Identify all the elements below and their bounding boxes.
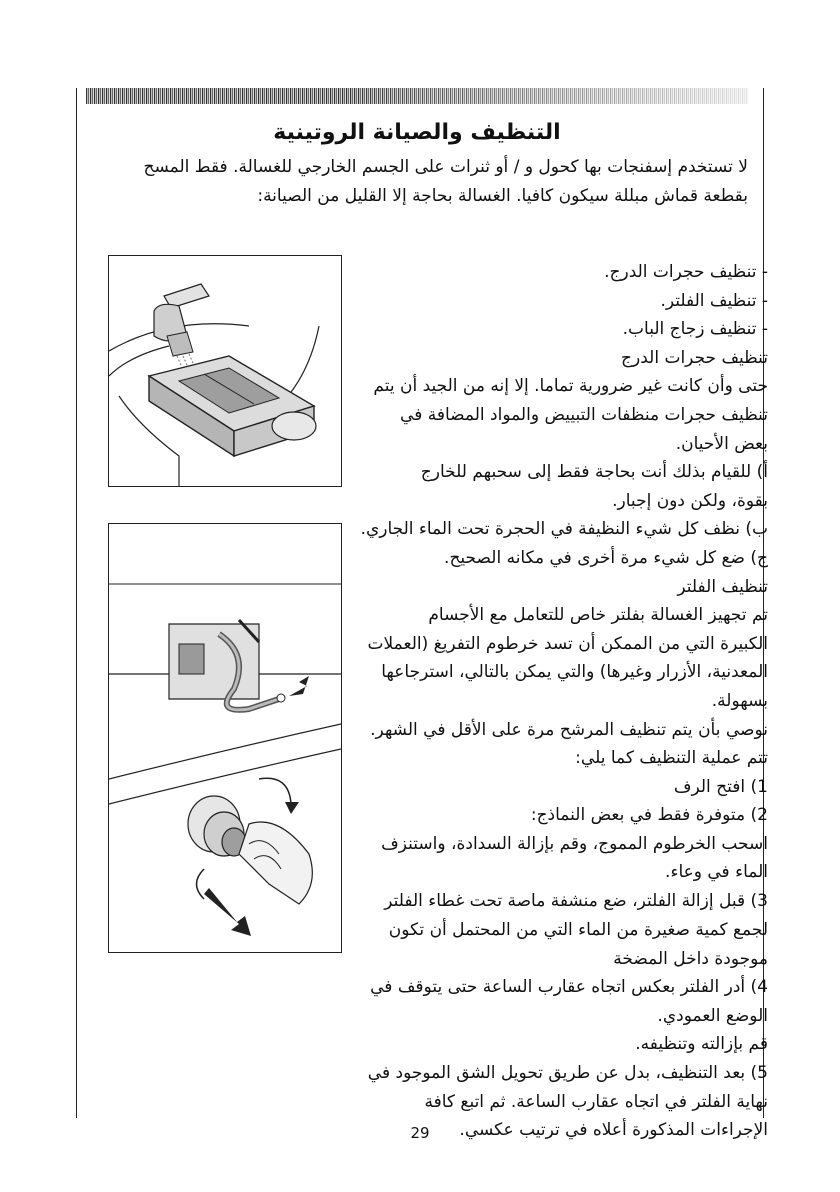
- text-line: أ) للقيام بذلك أنت بحاجة فقط إلى سحبهم للخارج: [420, 462, 768, 483]
- text-line: الماء في وعاء.: [665, 862, 768, 883]
- intro-line: لا تستخدم إسفنجات بها كحول و / أو ثنرات على الجسم الخارجي للغسالة. فقط المسح: [143, 157, 748, 177]
- page-border-left: [76, 88, 77, 1118]
- text-line: ج) ضع كل شيء مرة أخرى في مكانه الصحيح.: [444, 547, 768, 568]
- filter-drawing: [109, 524, 341, 952]
- body-text-continued: [300, 916, 768, 1145]
- text-line: - تنظيف حجرات الدرج.: [604, 262, 768, 282]
- text-line: 1) افتح الرف: [673, 776, 768, 797]
- body-text: [350, 258, 768, 916]
- text-line: 3) قبل إزالة الفلتر، ضع منشفة ماصة تحت غطاء الفلتر: [384, 891, 768, 912]
- text-line: 2) متوفرة فقط في بعض النماذج:: [530, 805, 768, 826]
- intro-paragraph: [118, 153, 748, 211]
- text-line: تم تجهيز الغسالة بفلتر خاص للتعامل مع الأجسام: [428, 605, 768, 626]
- text-line: نهاية الفلتر في اتجاه عقارب الساعة. ثم اتبع كافة: [424, 1091, 768, 1112]
- text-line: تنظيف حجرات منظفات التبييض والمواد المضافة في: [400, 404, 768, 425]
- page-number: 29: [410, 1124, 430, 1142]
- text-line: الوضع العمودي.: [657, 1005, 768, 1026]
- text-line: ب) نظف كل شيء النظيفة في الحجرة تحت الماء الجاري.: [360, 519, 768, 540]
- text-line: نوصي بأن يتم تنظيف المرشح مرة على الأقل في الشهر.: [370, 719, 768, 740]
- text-line: 4) أدر الفلتر بعكس اتجاه عقارب الساعة حتى يتوقف في: [370, 977, 768, 998]
- subheading: تنظيف الفلتر: [677, 576, 768, 597]
- filter-removal-illustration: [108, 523, 342, 953]
- text-line: - تنظيف الفلتر.: [660, 290, 768, 311]
- text-line: تتم عملية التنظيف كما يلي:: [575, 748, 768, 769]
- text-line: المعدنية، الأزرار وغيرها) والتي يمكن بالتالي، استرجاعها: [381, 662, 768, 683]
- text-line: - تنظيف زجاج الباب.: [622, 319, 768, 340]
- text-line: بسهولة.: [711, 690, 768, 711]
- detergent-drawer-illustration: [108, 255, 342, 487]
- text-line: حتى وأن كانت غير ضرورية تماما. إلا إنه من الجيد أن يتم: [373, 376, 768, 397]
- text-line: اسحب الخرطوم المموج، وقم بإزالة السدادة، واستنزف: [381, 833, 768, 854]
- subheading: تنظيف حجرات الدرج: [621, 347, 768, 368]
- text-line: قم بإزالته وتنظيفه.: [635, 1034, 768, 1055]
- header-band: [86, 88, 748, 104]
- text-line: بقوة، ولكن دون إجبار.: [612, 490, 768, 511]
- text-line: بعض الأحيان.: [675, 433, 768, 454]
- text-line: لجمع كمية صغيرة من الماء التي من المحتمل أن تكون: [388, 920, 768, 940]
- intro-line: بقطعة قماش مبللة سيكون كافيا. الغسالة بحاجة إلا القليل من الصيانة:: [257, 186, 748, 206]
- text-line: موجودة داخل المضخة: [613, 948, 768, 969]
- text-line: الكبيرة التي من الممكن أن تسد خرطوم التفريغ (العملات: [367, 633, 768, 654]
- faucet-drawer-drawing: [109, 256, 341, 486]
- text-line: 5) بعد التنظيف، بدل عن طريق تحويل الشق الموجود في: [367, 1062, 768, 1083]
- section-title: التنظيف والصيانة الروتينية: [273, 120, 561, 145]
- text-line: الإجراءات المذكورة أعلاه في ترتيب عكسي.: [459, 1120, 768, 1141]
